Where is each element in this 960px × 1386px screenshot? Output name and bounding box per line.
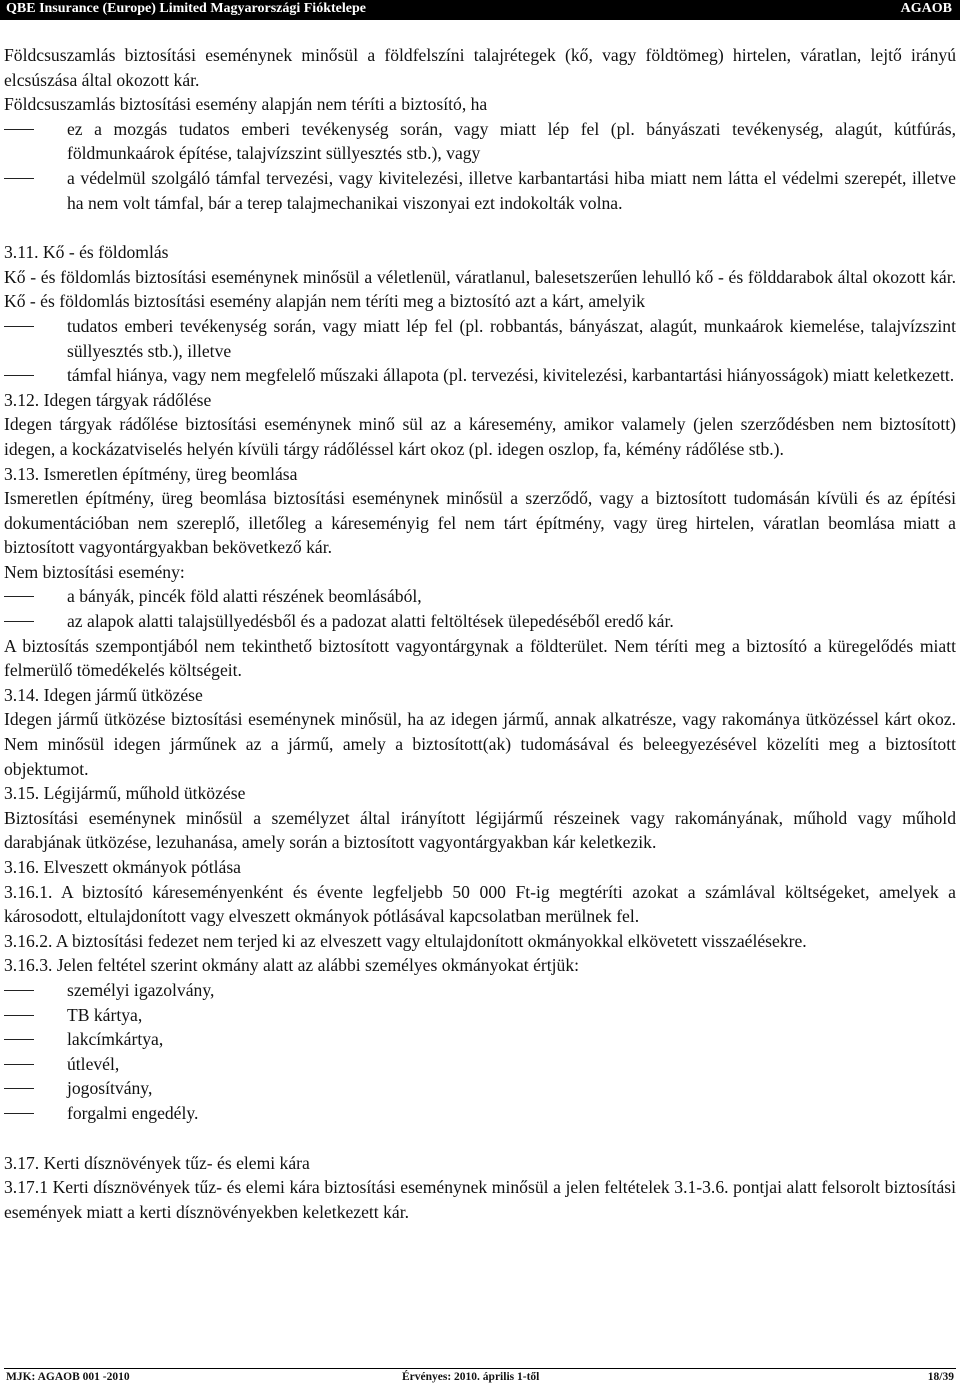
paragraph: Idegen jármű ütközése biztosítási eseménynek minősül, ha az idegen jármű, annak alkatrésze, vagy rakománya ütközéssel kárt okoz. Nem minősül idegen járműnek az a jármű, amely a biztosított(ak) tudomásával és beleegyezésével közelíti meg a biztosított objektumot. — [4, 709, 956, 779]
paragraph: Földcsuszamlás biztosítási esemény alapján nem téríti a biztosító, ha — [4, 94, 488, 115]
list-item: a bányák, pincék föld alatti részének beomlásából, — [4, 584, 956, 609]
list-item: jogosítvány, — [4, 1076, 956, 1101]
list-item: lakcímkártya, — [4, 1027, 956, 1052]
document-id: MJK: AGAOB 001 -2010 — [6, 1371, 130, 1383]
paragraph: Nem biztosítási esemény: — [4, 561, 185, 582]
exclusion-list — [4, 584, 956, 633]
document-list — [4, 978, 956, 1126]
paragraph: 3.17.1 Kerti dísznövények tűz- és elemi kára biztosítási eseménynek minősül a jelen feltételek 3.1-3.6. pontjai alatt felsorolt biztosítási események miatt a kerti dísznövényekben keletkezett kár. — [4, 1177, 956, 1222]
section-heading-3-12: 3.12. Idegen tárgyak rádőlése — [4, 389, 212, 410]
validity-date: Érvényes: 2010. április 1-től — [402, 1371, 540, 1383]
list-item: ez a mozgás tudatos emberi tevékenység során, vagy miatt lép fel (pl. bányászati tevékenység, alagút, kútfúrás, földmunkaárok építése, talajvízszint süllyesztés stb.), vagy — [4, 117, 956, 166]
exclusion-list — [4, 314, 956, 388]
list-item: TB kártya, — [4, 1003, 956, 1028]
section-heading-3-13: 3.13. Ismeretlen építmény, üreg beomlása — [4, 463, 298, 484]
section-heading-3-15: 3.15. Légijármű, műhold ütközése — [4, 783, 246, 804]
paragraph: Biztosítási eseménynek minősül a személyzet által irányított légijármű részeinek vagy rakományának, műhold vagy műhold darabjának ütközése, lezuhanása, amely során a biztosított vagyontárgyakban kár keletkezik. — [4, 807, 956, 853]
company-name: QBE Insurance (Europe) Limited Magyarországi Fióktelepe — [6, 1, 366, 16]
list-item: támfal hiánya, vagy nem megfelelő műszaki állapota (pl. tervezési, kivitelezési, karbantartási hiányosságok) miatt keletkezett. — [4, 363, 956, 388]
list-item: személyi igazolvány, — [4, 978, 956, 1003]
section-heading-3-16: 3.16. Elveszett okmányok pótlása — [4, 857, 241, 877]
paragraph: 3.16.3. Jelen feltétel szerint okmány alatt az alábbi személyes okmányokat értjük: — [4, 955, 580, 976]
exclusion-list — [4, 117, 956, 215]
paragraph: 3.16.2. A biztosítási fedezet nem terjed ki az elveszett vagy eltulajdonított okmányokkal elkövetett visszaélésekre. — [4, 930, 807, 951]
list-item: a védelmül szolgáló támfal tervezési, vagy kivitelezési, illetve karbantartási hiba miatt nem látta el védelmi szerepét, illetve ha nem volt támfal, bár a terep talajmechanikai viszonyai ezt indokolták volna. — [4, 166, 956, 215]
paragraph: A biztosítás szempontjából nem tekinthető biztosított vagyontárgynak a földterület. Nem téríti meg a biztosító a küregelődés miatt felmerülő tömedékelés költségeit. — [4, 635, 956, 681]
list-item: az alapok alatti talajsüllyedésből és a padozat alatti feltöltések ülepedéséből eredő kár. — [4, 609, 956, 634]
paragraph: Idegen tárgyak rádőlése biztosítási eseménynek minő sül az a káresemény, amikor valamely (jelen szerződésben nem biztosított) idegen, a kockázatviselés helyén kívüli tárgy rádőléssel kárt okoz (pl. idegen oszlop, fa, kémény rádőlése stb.). — [4, 414, 956, 459]
page-number: 18/39 — [927, 1371, 954, 1383]
page-header — [0, 0, 960, 20]
document-body — [4, 43, 956, 1224]
list-item: útlevél, — [4, 1052, 956, 1077]
paragraph: Ismeretlen építmény, üreg beomlása biztosítási eseménynek minősül a szerződő, vagy a biztosított tudomásán kívüli és az építési dokumentációban nem szereplő, illetőleg a káreseményig fel nem tárt építmény, vagy üreg hirtelen, váratlan beomlása miatt a biztosított vagyontárgyakban bekövetkező kár. — [4, 488, 956, 558]
page-footer — [4, 1368, 956, 1386]
paragraph: 3.16.1. A biztosító káreseményenként és évente legfeljebb 50 000 Ft-ig megtéríti azokat a számlával költségeket, amelyek a károsodott, eltulajdonított vagy elveszett okmányok pótlásával kapcsolatban merülnek fel. — [4, 881, 956, 927]
list-item: forgalmi engedély. — [4, 1101, 956, 1126]
list-item: tudatos emberi tevékenység során, vagy miatt lép fel (pl. robbantás, bányászat, alagút, munkaárok kiemelése, talajvízszint süllyesztés stb.), illetve — [4, 314, 956, 363]
section-heading-3-14: 3.14. Idegen jármű ütközése — [4, 684, 203, 705]
document-code: AGAOB — [900, 1, 952, 16]
section-heading-3-17: 3.17. Kerti dísznövények tűz- és elemi kára — [4, 1152, 310, 1173]
paragraph: Kő - és földomlás biztosítási eseménynek minősül a véletlenül, váratlanul, balesetszerűen lehulló kő - és földdarabok által okozott kár. Kő - és földomlás biztosítási esemény alapján nem téríti meg a biztosító azt a kárt, amelyik — [4, 266, 956, 312]
section-heading-3-11: 3.11. Kő - és földomlás — [4, 242, 169, 263]
paragraph: Földcsuszamlás biztosítási eseménynek minősül a földfelszíni talajrétegek (kő, vagy földtömeg) hirtelen, váratlan, lejtő irányú elcsúszása által okozott kár. — [4, 45, 956, 90]
